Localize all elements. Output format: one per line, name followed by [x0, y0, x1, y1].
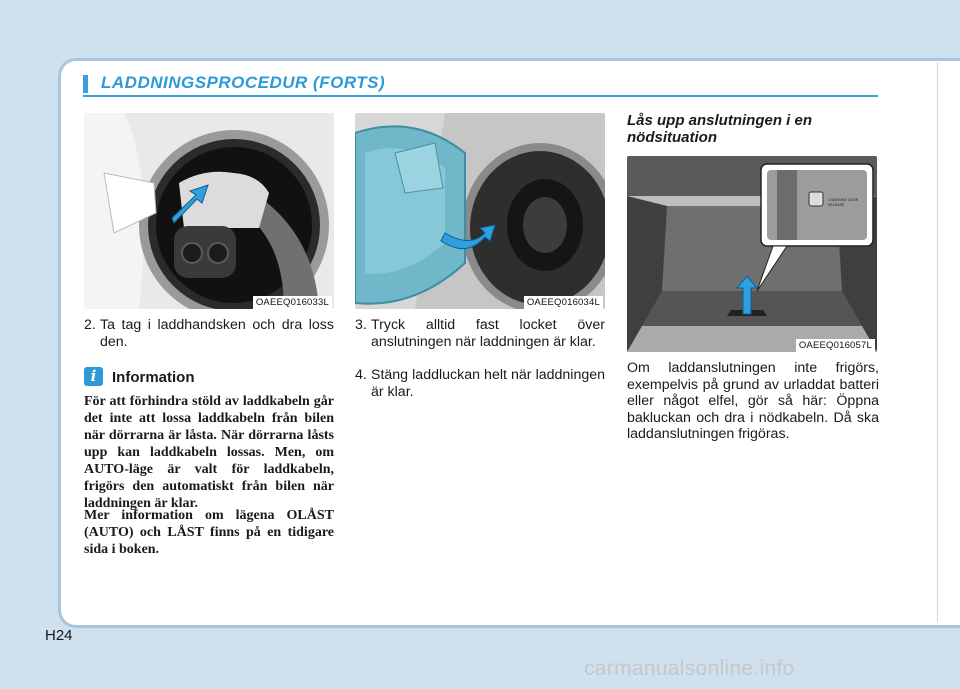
step-3	[355, 317, 605, 350]
emergency-heading: Lås upp anslutningen i en nödsituation	[627, 112, 813, 146]
photo-trunk-release	[627, 156, 877, 352]
watermark: carmanualsonline.info	[584, 657, 795, 680]
right-margin-rule	[937, 62, 938, 622]
photo-charging-connector	[84, 113, 334, 309]
info-title: Information	[112, 369, 195, 386]
info-paragraph-2: Mer information om lägena OLÅST (AUTO) och LÅST finns på en tidigare sida i boken.	[84, 508, 334, 557]
photo-code: OAEEQ016057L	[796, 339, 875, 352]
step-number: 4.	[355, 367, 367, 383]
photo-charging-door	[355, 113, 605, 309]
step-number: 2.	[84, 317, 96, 333]
info-icon: i	[84, 367, 103, 386]
section-title: LADDNINGSPROCEDUR (FORTS)	[101, 73, 386, 92]
step-text: Tryck alltid fast locket över anslutningen när laddningen är klar.	[371, 317, 605, 350]
step-text: Stäng laddluckan helt när laddningen är klar.	[371, 367, 605, 400]
header-underline	[83, 95, 878, 97]
step-2	[84, 317, 334, 350]
step-4	[355, 367, 605, 400]
info-paragraph-1: För att förhindra stöld av laddkabeln går det inte att lossa laddkabeln från bilen när dörrarna är låsta. När dörrarna låsts upp kan laddkabeln lossas. Men, om AUTO-läge är valt för laddkabeln, frigörs den automatiskt från bilen när laddningen är klar.	[84, 394, 334, 511]
photo-code: OAEEQ016033L	[253, 296, 332, 309]
section-header	[83, 72, 878, 98]
photo-code: OAEEQ016034L	[524, 296, 603, 309]
inset-release-label: CHARGING DOOR RELEASE	[828, 198, 859, 207]
emergency-text: Om laddanslutningen inte frigörs, exempelvis på grund av urladdat batteri eller något elfel, gör så här: Öppna bakluckan och dra i nödkabeln. Då ska laddanslutningen frigöras.	[627, 360, 879, 442]
step-text: Ta tag i laddhandsken och dra loss den.	[100, 317, 334, 350]
page-number: H24	[45, 627, 73, 644]
step-number: 3.	[355, 317, 367, 333]
header-accent-bar	[83, 75, 88, 93]
